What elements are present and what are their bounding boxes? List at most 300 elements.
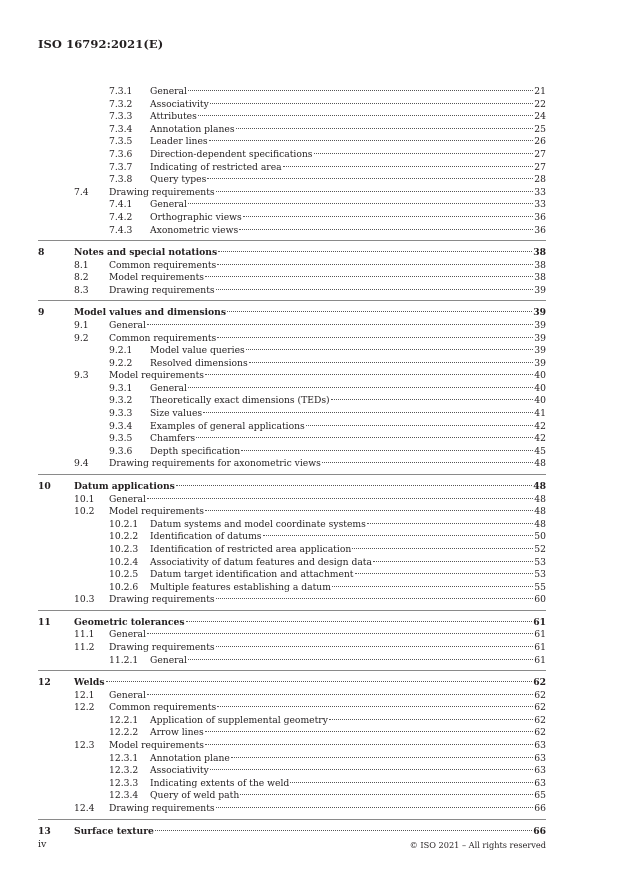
toc-entry-title: Drawing requirements bbox=[109, 803, 215, 814]
toc-entry-title: Axonometric views bbox=[150, 224, 239, 236]
toc-entry-number: 9.4 bbox=[74, 458, 89, 470]
toc-entry-title: General bbox=[109, 629, 146, 641]
dot-leader bbox=[147, 694, 533, 695]
toc-entry[interactable] bbox=[38, 383, 546, 396]
toc-entry-line bbox=[150, 162, 546, 175]
toc-entry-page: 39 bbox=[533, 307, 546, 319]
toc-entry-page: 53 bbox=[534, 569, 546, 581]
toc-entry-line bbox=[74, 825, 546, 839]
toc-section-entry[interactable] bbox=[38, 246, 546, 260]
toc-section-entry[interactable] bbox=[38, 480, 546, 494]
toc-entry-title: Model requirements bbox=[109, 506, 204, 518]
toc-entry-number: 7.4.1 bbox=[109, 199, 133, 211]
toc-entry-line bbox=[150, 395, 546, 408]
toc-entry[interactable] bbox=[38, 212, 546, 225]
toc-entry-line bbox=[150, 446, 546, 459]
toc-entry[interactable] bbox=[38, 225, 546, 238]
toc-entry[interactable] bbox=[38, 370, 546, 383]
dot-leader bbox=[188, 387, 533, 388]
section-divider bbox=[38, 670, 546, 671]
toc-entry-page: 40 bbox=[534, 395, 546, 407]
dot-leader bbox=[203, 412, 533, 413]
toc-entry-line bbox=[109, 370, 546, 383]
toc-entry[interactable] bbox=[38, 421, 546, 434]
toc-entry[interactable] bbox=[38, 446, 546, 459]
dot-leader bbox=[239, 229, 533, 230]
toc-entry-page: 33 bbox=[534, 199, 546, 211]
toc-entry[interactable] bbox=[38, 531, 546, 544]
toc-entry[interactable] bbox=[38, 124, 546, 137]
toc-entry-number: 9.3.5 bbox=[109, 433, 133, 445]
dot-leader bbox=[290, 782, 533, 783]
toc-entry-title: Notes and special notations bbox=[74, 247, 218, 259]
toc-entry[interactable] bbox=[38, 272, 546, 285]
toc-entry-page: 38 bbox=[533, 247, 546, 259]
dot-leader bbox=[217, 337, 533, 338]
toc-entry-line bbox=[150, 345, 546, 358]
toc-entry[interactable] bbox=[38, 162, 546, 175]
toc-entry-number: 8 bbox=[38, 247, 45, 259]
toc-entry-number: 8.3 bbox=[74, 284, 89, 296]
toc-entry-page: 48 bbox=[533, 481, 546, 493]
toc-entry-number: 10.2.3 bbox=[109, 543, 139, 555]
toc-entry[interactable] bbox=[38, 174, 546, 187]
toc-entry-line bbox=[150, 753, 546, 766]
toc-entry-line bbox=[150, 582, 546, 595]
toc-entry-page: 62 bbox=[533, 677, 546, 689]
toc-entry-number: 7.3.5 bbox=[109, 136, 133, 148]
section-divider bbox=[38, 474, 546, 475]
toc-entry-title: Size values bbox=[150, 408, 203, 420]
toc-entry-title: Drawing requirements for axonometric views bbox=[109, 458, 321, 470]
dot-leader bbox=[205, 374, 533, 375]
dot-leader bbox=[210, 769, 533, 770]
toc-entry-title: Query types bbox=[150, 174, 207, 186]
toc-entry[interactable] bbox=[38, 765, 546, 778]
toc-entry-title: Model value queries bbox=[150, 345, 245, 357]
toc-entry[interactable] bbox=[38, 99, 546, 112]
toc-entry[interactable] bbox=[38, 753, 546, 766]
toc-entry[interactable] bbox=[38, 358, 546, 371]
toc-entry-title: Resolved dimensions bbox=[150, 357, 248, 369]
toc-entry-title: Identification of restricted area application bbox=[150, 543, 352, 555]
toc-entry-title: General bbox=[109, 493, 146, 505]
dot-leader bbox=[306, 425, 534, 426]
toc-entry-page: 33 bbox=[534, 186, 546, 198]
toc-entry[interactable] bbox=[38, 790, 546, 803]
toc-entry-title: Arrow lines bbox=[150, 727, 204, 739]
toc-entry-number: 7.3.7 bbox=[109, 161, 133, 173]
dot-leader bbox=[236, 128, 534, 129]
toc-entry-page: 62 bbox=[534, 702, 546, 714]
dot-leader bbox=[216, 807, 534, 808]
toc-entry-line bbox=[109, 494, 546, 507]
toc-entry[interactable] bbox=[38, 642, 546, 655]
toc-entry-number: 9.3.2 bbox=[109, 395, 133, 407]
toc-entry-title: Datum systems and model coordinate systems bbox=[150, 518, 366, 530]
toc-entry-number: 10.3 bbox=[74, 594, 95, 606]
toc-entry-line bbox=[150, 383, 546, 396]
dot-leader bbox=[373, 561, 533, 562]
toc-entry[interactable] bbox=[38, 702, 546, 715]
dot-leader bbox=[188, 203, 533, 204]
dot-leader bbox=[263, 535, 534, 536]
toc-entry-line bbox=[109, 642, 546, 655]
toc-entry-title: Theoretically exact dimensions (TEDs) bbox=[150, 395, 330, 407]
toc-entry-title: Associativity bbox=[150, 98, 209, 110]
toc-entry-title: Indicating extents of the weld bbox=[150, 777, 290, 789]
toc-entry-title: Annotation plane bbox=[150, 752, 230, 764]
toc-entry-title: Datum applications bbox=[74, 481, 175, 493]
page-number: iv bbox=[38, 839, 47, 850]
toc-entry[interactable] bbox=[38, 136, 546, 149]
toc-entry-line bbox=[109, 187, 546, 200]
dot-leader bbox=[329, 719, 533, 720]
toc-entry[interactable] bbox=[38, 629, 546, 642]
toc-entry[interactable] bbox=[38, 594, 546, 607]
toc-entry-number: 7.4 bbox=[74, 186, 89, 198]
toc-entry-line bbox=[150, 212, 546, 225]
toc-entry-number: 7.4.2 bbox=[109, 211, 133, 223]
toc-entry[interactable] bbox=[38, 715, 546, 728]
toc-entry-number: 12.2.2 bbox=[109, 727, 139, 739]
toc-entry-number: 9.2.1 bbox=[109, 345, 133, 357]
section-divider bbox=[38, 300, 546, 301]
toc-entry-line bbox=[150, 531, 546, 544]
toc-entry-line bbox=[150, 358, 546, 371]
toc-entry-page: 61 bbox=[534, 629, 546, 641]
toc-entry-line bbox=[150, 790, 546, 803]
toc-entry-number: 9.3.3 bbox=[109, 408, 133, 420]
dot-leader bbox=[106, 681, 533, 682]
document-header: ISO 16792:2021(E) bbox=[38, 37, 164, 51]
section-divider bbox=[38, 819, 546, 820]
toc-entry-page: 27 bbox=[534, 161, 546, 173]
dot-leader bbox=[147, 633, 533, 634]
toc-entry-title: Common requirements bbox=[109, 259, 217, 271]
toc-entry-title: Indicating of restricted area bbox=[150, 161, 282, 173]
toc-entry-line bbox=[109, 740, 546, 753]
toc-entry[interactable] bbox=[38, 494, 546, 507]
toc-entry-line bbox=[150, 124, 546, 137]
toc-entry-line bbox=[74, 306, 546, 320]
dot-leader bbox=[188, 90, 533, 91]
toc-entry-number: 11.2.1 bbox=[109, 654, 139, 666]
toc-entry-number: 10.2.4 bbox=[109, 556, 139, 568]
toc-entry-line bbox=[109, 333, 546, 346]
dot-leader bbox=[332, 586, 533, 587]
toc-entry-number: 10.2.1 bbox=[109, 518, 139, 530]
dot-leader bbox=[216, 289, 534, 290]
toc-entry-page: 48 bbox=[534, 506, 546, 518]
dot-leader bbox=[314, 153, 534, 154]
toc-entry-page: 62 bbox=[534, 727, 546, 739]
toc-entry-line bbox=[109, 702, 546, 715]
dot-leader bbox=[155, 830, 532, 831]
dot-leader bbox=[186, 621, 533, 622]
toc-entry-number: 11.1 bbox=[74, 629, 95, 641]
dot-leader bbox=[205, 510, 533, 511]
toc-entry-number: 12.3.2 bbox=[109, 765, 139, 777]
toc-entry-line bbox=[109, 594, 546, 607]
dot-leader bbox=[216, 646, 534, 647]
toc-entry-number: 12.1 bbox=[74, 689, 95, 701]
toc-entry-number: 10.2.5 bbox=[109, 569, 139, 581]
toc-entry-title: Datum target identification and attachment bbox=[150, 569, 354, 581]
toc-entry[interactable] bbox=[38, 320, 546, 333]
toc-entry-title: Associativity of datum features and design data bbox=[150, 556, 372, 568]
toc-entry-title: Depth specification bbox=[150, 445, 241, 457]
toc-entry[interactable] bbox=[38, 458, 546, 471]
toc-entry-number: 11 bbox=[38, 616, 51, 628]
toc-entry-title: General bbox=[150, 199, 187, 211]
toc-entry-page: 55 bbox=[534, 581, 546, 593]
toc-entry-page: 62 bbox=[534, 714, 546, 726]
toc-entry[interactable] bbox=[38, 569, 546, 582]
toc-entry-title: General bbox=[150, 382, 187, 394]
toc-entry-number: 12.3.4 bbox=[109, 790, 139, 802]
toc-entry-number: 7.3.8 bbox=[109, 174, 133, 186]
dot-leader bbox=[227, 311, 532, 312]
toc-entry-title: Model values and dimensions bbox=[74, 307, 226, 319]
section-divider bbox=[38, 610, 546, 611]
toc-entry[interactable] bbox=[38, 395, 546, 408]
toc-entry-line bbox=[150, 727, 546, 740]
toc-entry-title: Welds bbox=[74, 677, 105, 689]
toc-entry-title: Common requirements bbox=[109, 332, 217, 344]
toc-entry[interactable] bbox=[38, 740, 546, 753]
toc-entry-line bbox=[74, 246, 546, 260]
dot-leader bbox=[217, 264, 533, 265]
toc-entry-line bbox=[109, 260, 546, 273]
toc-entry-page: 53 bbox=[534, 556, 546, 568]
dot-leader bbox=[207, 178, 533, 179]
dot-leader bbox=[198, 115, 533, 116]
copyright-notice: © ISO 2021 – All rights reserved bbox=[409, 840, 546, 850]
toc-section-entry[interactable] bbox=[38, 825, 546, 839]
toc-entry-page: 28 bbox=[534, 174, 546, 186]
toc-entry-number: 7.3.1 bbox=[109, 86, 133, 97]
toc-entry-title: Model requirements bbox=[109, 272, 204, 284]
dot-leader bbox=[205, 744, 533, 745]
toc-entry-title: Query of weld path bbox=[150, 790, 240, 802]
toc-entry-line bbox=[150, 557, 546, 570]
toc-entry-number: 7.3.2 bbox=[109, 98, 133, 110]
toc-entry-line bbox=[150, 421, 546, 434]
dot-leader bbox=[322, 462, 533, 463]
toc-entry-line bbox=[74, 616, 546, 630]
toc-entry-number: 10.2 bbox=[74, 506, 95, 518]
toc-entry-page: 66 bbox=[533, 825, 546, 837]
toc-entry-line bbox=[150, 544, 546, 557]
toc-entry-page: 27 bbox=[534, 148, 546, 160]
toc-entry[interactable] bbox=[38, 333, 546, 346]
toc-entry-number: 12.3.3 bbox=[109, 777, 139, 789]
toc-entry-title: General bbox=[109, 319, 146, 331]
toc-entry[interactable] bbox=[38, 727, 546, 740]
toc-entry-title: General bbox=[150, 86, 187, 97]
toc-entry[interactable] bbox=[38, 408, 546, 421]
dot-leader bbox=[352, 548, 533, 549]
toc-entry-line bbox=[109, 690, 546, 703]
toc-entry-number: 12.3 bbox=[74, 740, 95, 752]
toc-entry-number: 8.1 bbox=[74, 259, 89, 271]
dot-leader bbox=[147, 324, 533, 325]
toc-entry[interactable] bbox=[38, 433, 546, 446]
toc-entry-line bbox=[74, 676, 546, 690]
toc-entry-line bbox=[150, 99, 546, 112]
toc-entry-number: 9.3.6 bbox=[109, 445, 133, 457]
toc-entry-line bbox=[150, 86, 546, 99]
toc-entry-page: 26 bbox=[534, 136, 546, 148]
toc-entry-page: 22 bbox=[534, 98, 546, 110]
dot-leader bbox=[240, 794, 533, 795]
toc-entry-number: 10.2.2 bbox=[109, 531, 139, 543]
toc-entry-number: 10.1 bbox=[74, 493, 95, 505]
dot-leader bbox=[243, 216, 534, 217]
dot-leader bbox=[176, 485, 532, 486]
toc-entry-number: 9.1 bbox=[74, 319, 89, 331]
toc-entry-page: 61 bbox=[534, 641, 546, 653]
toc-entry-title: General bbox=[150, 654, 187, 666]
toc-entry-page: 36 bbox=[534, 211, 546, 223]
toc-entry-page: 52 bbox=[534, 543, 546, 555]
toc-entry-number: 9 bbox=[38, 307, 45, 319]
toc-entry-line bbox=[150, 765, 546, 778]
toc-entry-number: 9.2 bbox=[74, 332, 89, 344]
toc-entry-line bbox=[109, 320, 546, 333]
dot-leader bbox=[218, 251, 532, 252]
toc-entry-number: 7.3.3 bbox=[109, 111, 133, 123]
toc-entry-page: 39 bbox=[534, 357, 546, 369]
toc-entry[interactable] bbox=[38, 519, 546, 532]
toc-entry-line bbox=[109, 285, 546, 298]
toc-entry[interactable] bbox=[38, 506, 546, 519]
toc-entry-line bbox=[150, 715, 546, 728]
toc-entry-line bbox=[109, 458, 546, 471]
toc-entry-number: 10 bbox=[38, 481, 51, 493]
toc-entry-page: 38 bbox=[534, 259, 546, 271]
toc-entry-page: 39 bbox=[534, 284, 546, 296]
dot-leader bbox=[355, 573, 534, 574]
toc-entry-page: 45 bbox=[534, 445, 546, 457]
toc-entry-title: Identification of datums bbox=[150, 531, 262, 543]
toc-entry-line bbox=[109, 803, 546, 816]
toc-entry-line bbox=[150, 569, 546, 582]
toc-entry-page: 61 bbox=[533, 616, 546, 628]
toc-entry-line bbox=[150, 225, 546, 238]
dot-leader bbox=[249, 362, 534, 363]
toc-entry-title: Geometric tolerances bbox=[74, 616, 185, 628]
toc-entry-page: 62 bbox=[534, 689, 546, 701]
toc-entry[interactable] bbox=[38, 86, 546, 99]
toc-entry-page: 63 bbox=[534, 765, 546, 777]
toc-entry[interactable] bbox=[38, 803, 546, 816]
toc-entry[interactable] bbox=[38, 690, 546, 703]
toc-entry-title: Orthographic views bbox=[150, 211, 242, 223]
toc-entry[interactable] bbox=[38, 345, 546, 358]
toc-entry-title: Chamfers bbox=[150, 433, 196, 445]
dot-leader bbox=[246, 349, 534, 350]
toc-entry-page: 36 bbox=[534, 224, 546, 236]
toc-entry-title: Surface texture bbox=[74, 825, 154, 837]
dot-leader bbox=[367, 523, 533, 524]
toc-entry-line bbox=[150, 519, 546, 532]
toc-entry-title: Leader lines bbox=[150, 136, 208, 148]
toc-entry-page: 63 bbox=[534, 740, 546, 752]
toc-entry-title: Drawing requirements bbox=[109, 284, 215, 296]
toc-entry-page: 40 bbox=[534, 382, 546, 394]
toc-entry-number: 7.3.4 bbox=[109, 123, 133, 135]
toc-entry-page: 25 bbox=[534, 123, 546, 135]
toc-entry-number: 7.4.3 bbox=[109, 224, 133, 236]
toc-entry-number: 10.2.6 bbox=[109, 581, 139, 593]
toc-entry[interactable] bbox=[38, 655, 546, 668]
toc-entry-page: 21 bbox=[534, 86, 546, 97]
toc-entry[interactable] bbox=[38, 582, 546, 595]
toc-section-entry[interactable] bbox=[38, 306, 546, 320]
toc-section-entry[interactable] bbox=[38, 676, 546, 690]
toc-entry[interactable] bbox=[38, 187, 546, 200]
toc-entry-page: 48 bbox=[534, 493, 546, 505]
toc-entry-line bbox=[74, 480, 546, 494]
toc-entry-page: 41 bbox=[534, 408, 546, 420]
dot-leader bbox=[196, 437, 533, 438]
toc-entry-line bbox=[150, 778, 546, 791]
toc-entry-page: 65 bbox=[534, 790, 546, 802]
toc-entry-page: 38 bbox=[534, 272, 546, 284]
dot-leader bbox=[216, 598, 534, 599]
toc-entry[interactable] bbox=[38, 199, 546, 212]
toc-entry[interactable] bbox=[38, 149, 546, 162]
toc-entry[interactable] bbox=[38, 260, 546, 273]
toc-entry-line bbox=[150, 149, 546, 162]
toc-entry-number: 9.3 bbox=[74, 370, 89, 382]
toc-entry-page: 61 bbox=[534, 654, 546, 666]
dot-leader bbox=[209, 140, 534, 141]
toc-entry-line bbox=[150, 408, 546, 421]
toc-entry-title: Common requirements bbox=[109, 702, 217, 714]
toc-entry-line bbox=[150, 174, 546, 187]
toc-entry-line bbox=[150, 433, 546, 446]
toc-entry-title: Application of supplemental geometry bbox=[150, 714, 328, 726]
toc-entry-page: 39 bbox=[534, 345, 546, 357]
toc-entry-page: 48 bbox=[534, 458, 546, 470]
toc-entry[interactable] bbox=[38, 544, 546, 557]
toc-entry-page: 48 bbox=[534, 518, 546, 530]
toc-entry[interactable] bbox=[38, 111, 546, 124]
toc-entry-line bbox=[150, 111, 546, 124]
toc-entry-title: Drawing requirements bbox=[109, 641, 215, 653]
table-of-contents bbox=[38, 86, 546, 838]
toc-entry-number: 9.3.1 bbox=[109, 382, 133, 394]
toc-entry-page: 24 bbox=[534, 111, 546, 123]
toc-entry-number: 12.4 bbox=[74, 803, 95, 814]
toc-entry-title: Associativity bbox=[150, 765, 209, 777]
dot-leader bbox=[205, 731, 534, 732]
toc-entry[interactable] bbox=[38, 778, 546, 791]
toc-entry-page: 39 bbox=[534, 319, 546, 331]
toc-entry[interactable] bbox=[38, 557, 546, 570]
toc-section-entry[interactable] bbox=[38, 616, 546, 630]
toc-entry-title: Attributes bbox=[150, 111, 197, 123]
toc-entry-number: 9.3.4 bbox=[109, 420, 133, 432]
toc-entry[interactable] bbox=[38, 285, 546, 298]
toc-entry-page: 39 bbox=[534, 332, 546, 344]
toc-entry-title: Direction-dependent specifications bbox=[150, 148, 313, 160]
toc-entry-line bbox=[150, 655, 546, 668]
toc-entry-line bbox=[150, 199, 546, 212]
